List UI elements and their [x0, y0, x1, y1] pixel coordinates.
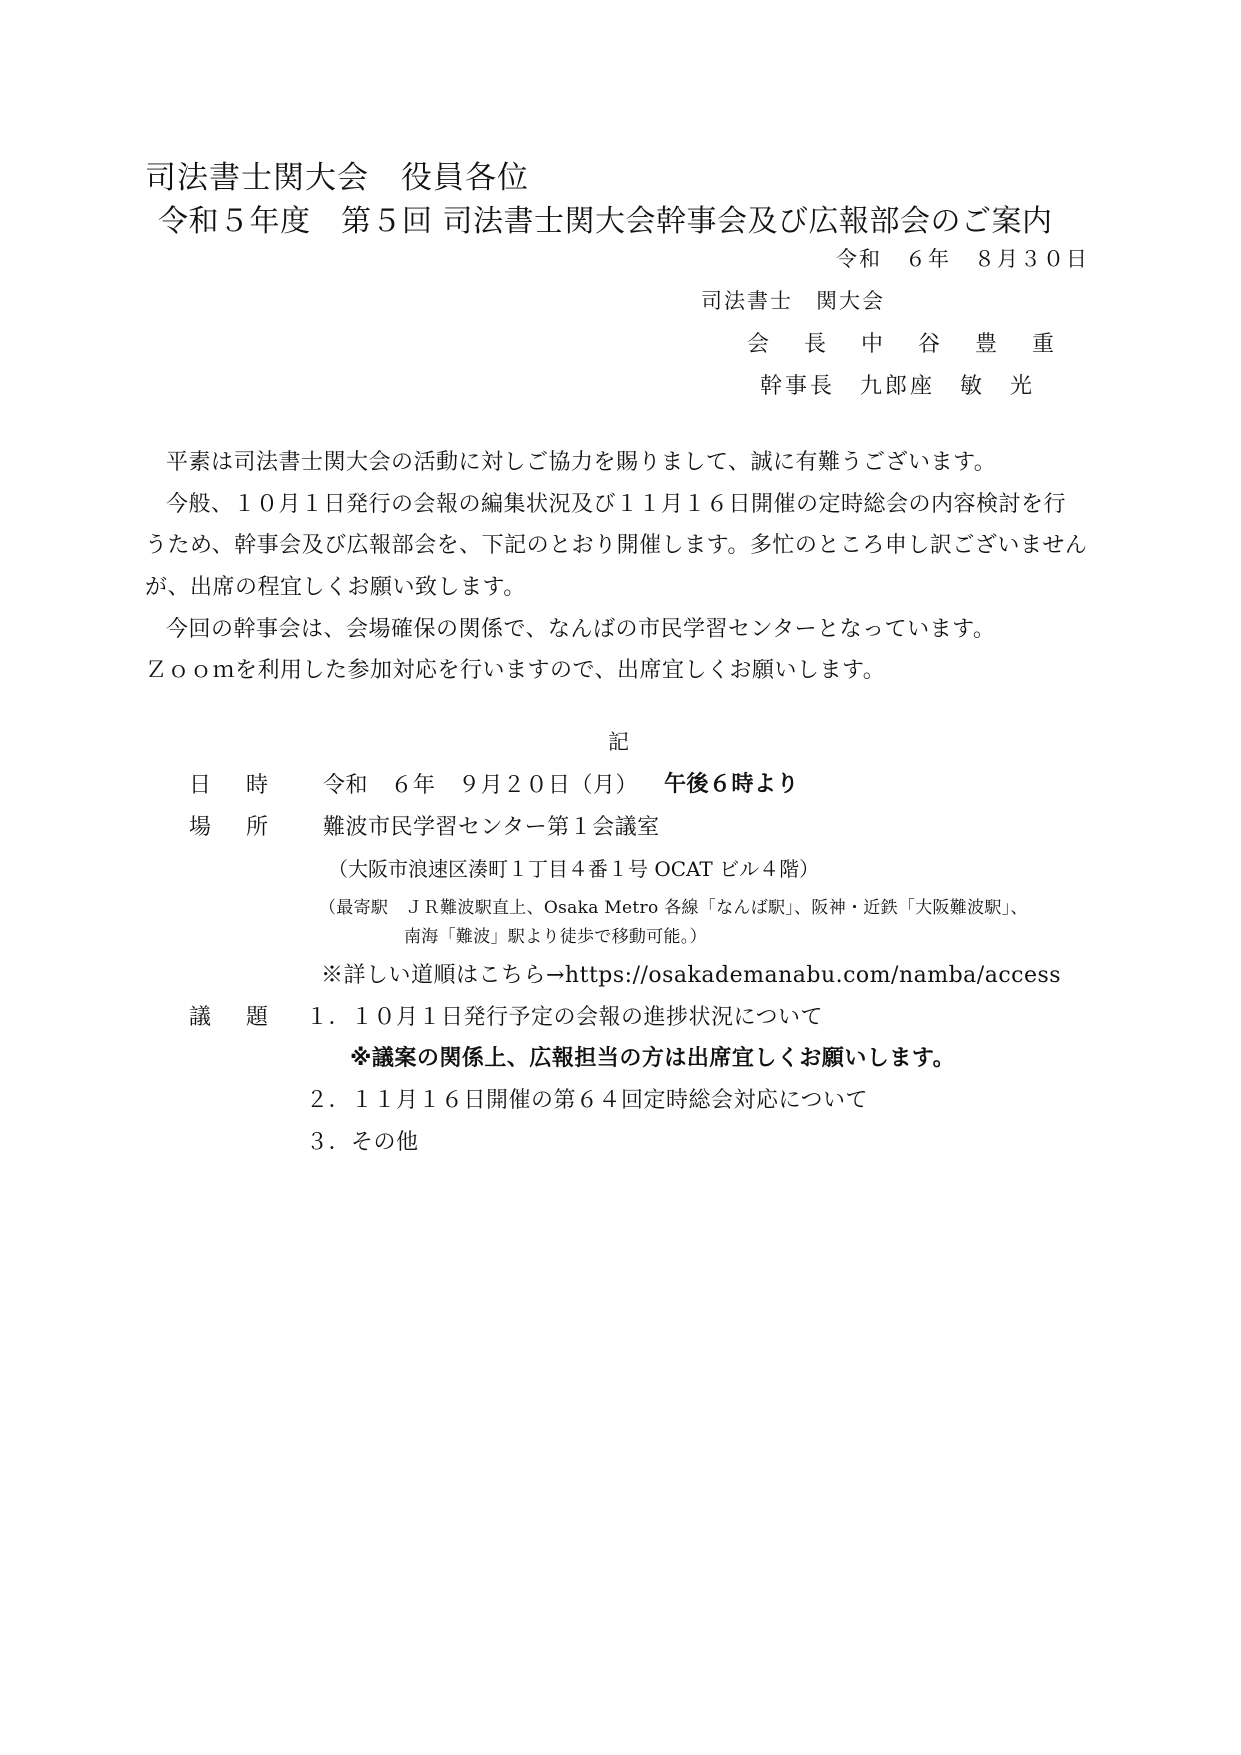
agenda-item: １．１０月１日発行予定の会報の進捗状況について: [306, 1005, 824, 1030]
datetime-time: 午後６時より: [664, 772, 800, 797]
place-label: 場 所: [189, 815, 282, 840]
body-line: 今回の幹事会は、会場確保の関係で、なんばの市民学習センターとなっています。: [166, 617, 996, 642]
record-heading: 記: [608, 730, 629, 754]
place-value: 難波市民学習センター第１会議室: [323, 815, 660, 840]
secretary-signature: 幹事長 九郎座 敏 光: [760, 374, 1036, 399]
body-line: Ｚｏｏｍを利用した参加対応を行いますので、出席宜しくお願いします。: [145, 658, 886, 683]
body-line: うため、幹事会及び広報部会を、下記のとおり開催します。多忙のところ申し訳ございません: [145, 533, 1088, 558]
president-signature: 会 長 中 谷 豊 重: [747, 332, 1068, 357]
place-address: （大阪市浪速区湊町１丁目４番１号 OCAT ビル４階）: [328, 857, 820, 881]
body-line: 今般、１０月１日発行の会報の編集状況及び１１月１６日開催の定時総会の内容検討を行: [166, 492, 1067, 517]
addressee: 司法書士関大会 役員各位: [145, 160, 529, 196]
agenda-label: 議 題: [189, 1005, 282, 1030]
agenda-item: ２．１１月１６日開催の第６４回定時総会対応について: [306, 1088, 869, 1113]
body-line: が、出席の程宜しくお願い致します。: [145, 575, 526, 600]
organization-name: 司法書士 関大会: [701, 289, 885, 313]
issue-date: 令和 ６年 ８月３０日: [836, 247, 1089, 271]
directions-link: ※詳しい道順はこちら→https://osakademanabu.com/namba/access: [321, 963, 1062, 988]
agenda-item: ３．その他: [306, 1130, 419, 1155]
document-title: 令和５年度 第５回 司法書士関大会幹事会及び広報部会のご案内: [158, 204, 1053, 239]
access-info-line: （最寄駅 ＪＲ難波駅直上、Osaka Metro 各線「なんば駅」、阪神・近鉄「大阪難波駅」、: [319, 898, 1028, 918]
access-info-line: 南海「難波」駅より徒歩で移動可能。）: [404, 927, 707, 947]
body-line: 平素は司法書士関大会の活動に対しご協力を賜りまして、誠に有難うございます。: [166, 450, 997, 475]
datetime-label: 日 時: [189, 773, 282, 798]
datetime-value: 令和 ６年 ９月２０日（月）: [323, 773, 639, 798]
agenda-note: ※議案の関係上、広報担当の方は出席宜しくお願いします。: [350, 1046, 956, 1071]
